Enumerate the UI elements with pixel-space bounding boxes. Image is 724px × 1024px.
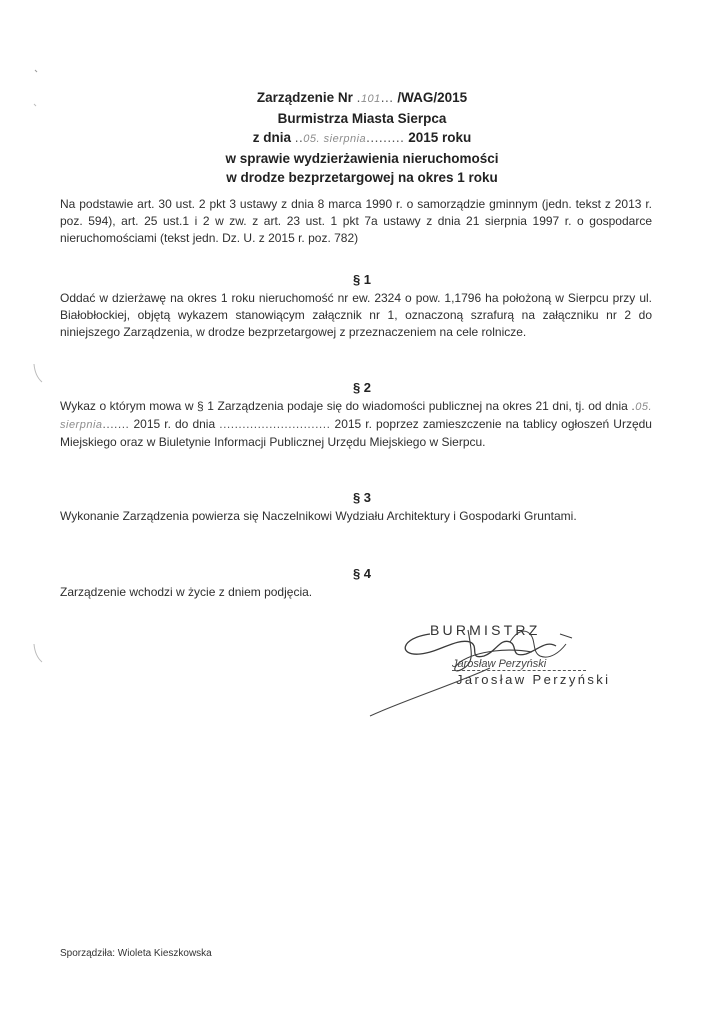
preamble-text: Na podstawie art. 30 ust. 2 pkt 3 ustawy z dnia 8 marca 1990 r. o samorządzie gminnym (jedn. tekst z 2013 r. poz. 594), art. 25 ust.1 i 2 w zw. z art. 23 ust. 1 pkt 7a ustawy z dnia 21 sierpnia 1997 r. o gospodarce nieruchomościami (tekst jedn. Dz. U. z 2015 r. poz. 782) <box>60 197 652 246</box>
handwritten-date-from: 05. sierpnia <box>60 401 652 432</box>
section-2-heading: § 2 <box>352 380 372 395</box>
header-line-3: z dnia ..05. sierpnia......... 2015 roku <box>252 130 472 145</box>
signature-stamp-name: Jarosław Perzyński <box>452 658 586 671</box>
blank-date-to: ............................. <box>219 417 331 432</box>
handwritten-signature <box>360 612 660 722</box>
section-3-text: Wykonanie Zarządzenia powierza się Naczelnikowi Wydziału Architektury i Gospodarki Gruntami. <box>60 509 577 523</box>
prepared-by: Sporządziła: Wioleta Kieszkowska <box>60 948 212 959</box>
header-line-4: w sprawie wydzierżawienia nieruchomości <box>225 151 499 166</box>
handwritten-number: 101 <box>360 93 381 105</box>
section-4-heading: § 4 <box>352 566 372 581</box>
signature-block <box>360 612 660 722</box>
signature-title: BURMISTRZ <box>430 622 541 638</box>
header-line-5: w drodze bezprzetargowej na okres 1 roku <box>226 170 498 185</box>
margin-mark-low <box>28 640 44 670</box>
margin-marks-top <box>28 64 42 114</box>
header-line-2: Burmistrza Miasta Sierpca <box>277 111 447 126</box>
section-4-text: Zarządzenie wchodzi w życie z dniem podjęcia. <box>60 585 313 599</box>
section-1-text: Oddać w dzierżawę na okres 1 roku nieruchomość nr ew. 2324 o pow. 1,1796 ha położoną w Sierpcu przy ul. Białobłockiej, objętą wykazem stanowiącym załącznik nr 1, oznaczoną szrafurą na załączniku nr 2 do niniejszego Zarządzenia, w drodze bezprzetargowej z przeznaczeniem na cele rolnicze. <box>60 291 652 340</box>
signature-printed-name: Jarosław Perzyński <box>456 672 611 687</box>
section-3-heading: § 3 <box>352 490 372 505</box>
margin-mark-mid <box>28 360 44 390</box>
header-line-1: Zarządzenie Nr .101... /WAG/2015 <box>256 90 468 105</box>
handwritten-date: 05. sierpnia <box>303 133 367 145</box>
section-2-text: Wykaz o którym mowa w § 1 Zarządzenia podaje się do wiadomości publicznej na okres 21 dni, tj. od dnia .05. sierpnia....... 2015 r. do dnia ............................. 2015 r. poprzez zamieszczenie na tablicy ogłoszeń Urzędu Miejskiego oraz w Biuletynie Informacji Publicznej Urzędu Miejskiego w Sierpcu. <box>60 399 652 450</box>
section-1-heading: § 1 <box>352 272 372 287</box>
document-header <box>150 88 574 187</box>
